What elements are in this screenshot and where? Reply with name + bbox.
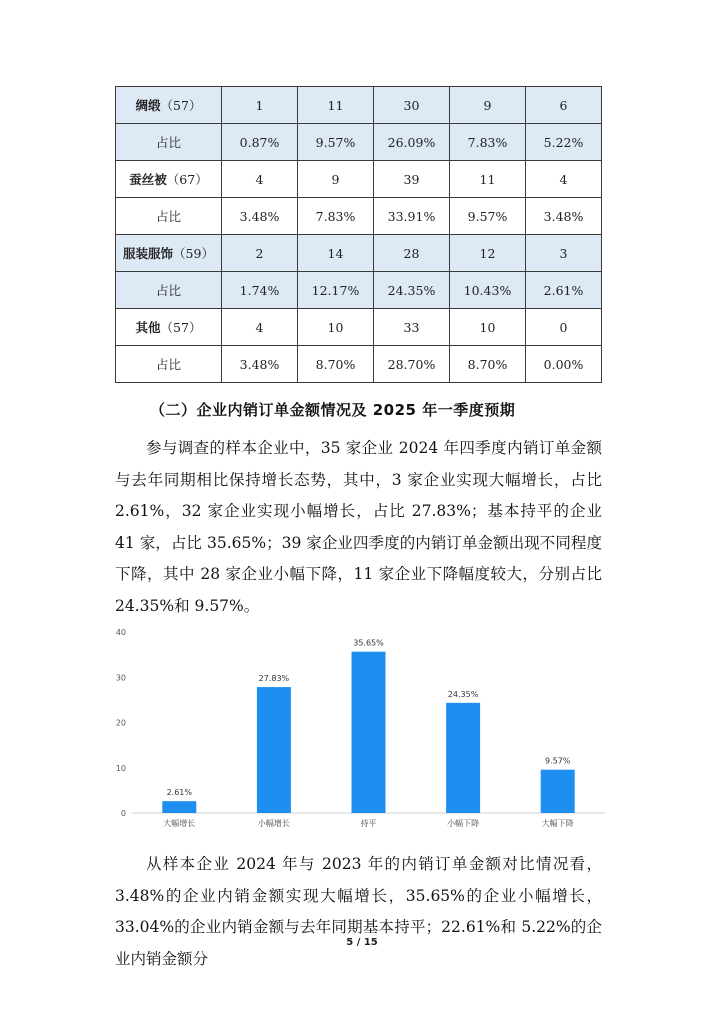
x-tick-label: 小幅增长 [257,819,290,828]
y-tick-label: 10 [115,763,126,773]
table-cell: 2 [222,235,298,272]
category-count: （57） [160,320,202,335]
table-cell: 28.70% [374,346,450,383]
table-row [116,346,602,383]
category-count: （57） [160,98,202,113]
y-tick-label: 0 [120,809,126,818]
table-cell: 3.48% [222,198,298,235]
table-row [116,87,602,124]
y-tick-label: 30 [115,673,126,683]
table-cell: 1 [222,87,298,124]
stats-table [115,86,602,383]
section-title: （二）企业内销订单金额情况及 2025 年一季度预期 [150,401,516,419]
table-cell: 4 [222,309,298,346]
table-cell: 7.83% [450,124,526,161]
table-cell: 10.43% [450,272,526,309]
bar-chart [110,620,610,835]
table-cell: 39 [374,161,450,198]
table-cell: 26.09% [374,124,450,161]
x-tick-label: 大幅下降 [541,819,574,828]
category-count: （59） [173,246,214,261]
table-body [116,87,602,383]
page-number: 5 / 15 [346,937,378,948]
table-cell: 3 [526,235,602,272]
table-row [116,198,602,235]
table-cell: 10 [298,309,374,346]
data-label: 24.35% [447,689,479,699]
row-category-label [116,235,222,272]
row-category-label [116,87,222,124]
table-cell: 11 [450,161,526,198]
table-cell: 2.61% [526,272,602,309]
table-row [116,161,602,198]
table-cell: 11 [298,87,374,124]
x-tick-label: 持平 [360,819,377,828]
table-cell: 3.48% [222,346,298,383]
table-cell: 8.70% [298,346,374,383]
table-cell: 0 [526,309,602,346]
bar-3 [352,652,386,813]
table-cell: 4 [222,161,298,198]
data-label: 35.65% [353,638,384,648]
row-category-label [116,161,222,198]
category-name: 绸缎 [135,98,161,113]
bar-4 [446,703,480,813]
table-cell: 14 [298,235,374,272]
table-cell: 0.87% [222,124,298,161]
table-row [116,235,602,272]
table-cell: 33 [374,309,450,346]
table-cell: 8.70% [450,346,526,383]
paragraph-2: 从样本企业 2024 年与 2023 年的内销订单金额对比情况看，3.48%的企业内销金额实现大幅增长，35.65%的企业小幅增长，33.04%的企业内销金额与去年同期基本持平；22.61%和 5.22%的企业内销金额分 [115,855,602,968]
table-cell: 9.57% [450,198,526,235]
bar-2 [257,687,291,813]
bar-5 [541,770,575,813]
table-row [116,124,602,161]
row-ratio-label: 占比 [116,272,222,309]
table-cell: 10 [450,309,526,346]
category-name: 服装服饰 [123,246,174,261]
data-label: 27.83% [258,674,290,684]
table-row [116,309,602,346]
table-cell: 9.57% [298,124,374,161]
table-cell: 0.00% [526,346,602,383]
category-name: 蚕丝被 [129,172,167,187]
table-cell: 28 [374,235,450,272]
y-tick-label: 20 [115,718,126,728]
category-name: 其他 [135,320,161,335]
x-tick-label: 大幅增长 [163,819,196,828]
row-category-label [116,309,222,346]
row-ratio-label: 占比 [116,198,222,235]
table-cell: 3.48% [526,198,602,235]
table-row [116,272,602,309]
table-cell: 6 [526,87,602,124]
paragraph-1: 参与调查的样本企业中，35 家企业 2024 年四季度内销订单金额与去年同期相比保持增长态势，其中，3 家企业实现大幅增长，占比 2.61%，32 家企业实现小幅增长，占比 27.83%；基本持平的企业 41 家，占比 35.65%；39 家企业四季度的内销订单金额出现不同程度下降，其中 28 家企业小幅下降，11 家企业下降幅度较大，分别占比 24.35%和 9.57%。 [115,439,602,615]
category-count: （67） [166,172,208,187]
table-cell: 12.17% [298,272,374,309]
y-tick-label: 40 [115,628,126,637]
table-cell: 24.35% [374,272,450,309]
table-cell: 1.74% [222,272,298,309]
data-label: 9.57% [544,756,571,766]
table-cell: 9 [450,87,526,124]
table-cell: 7.83% [298,198,374,235]
table-cell: 5.22% [526,124,602,161]
x-tick-label: 小幅下降 [447,819,480,828]
table-cell: 4 [526,161,602,198]
table-cell: 33.91% [374,198,450,235]
table-cell: 9 [298,161,374,198]
table-cell: 12 [450,235,526,272]
table-cell: 30 [374,87,450,124]
data-label: 2.61% [166,788,193,798]
bar-1 [162,801,196,813]
row-ratio-label: 占比 [116,346,222,383]
row-ratio-label: 占比 [116,124,222,161]
